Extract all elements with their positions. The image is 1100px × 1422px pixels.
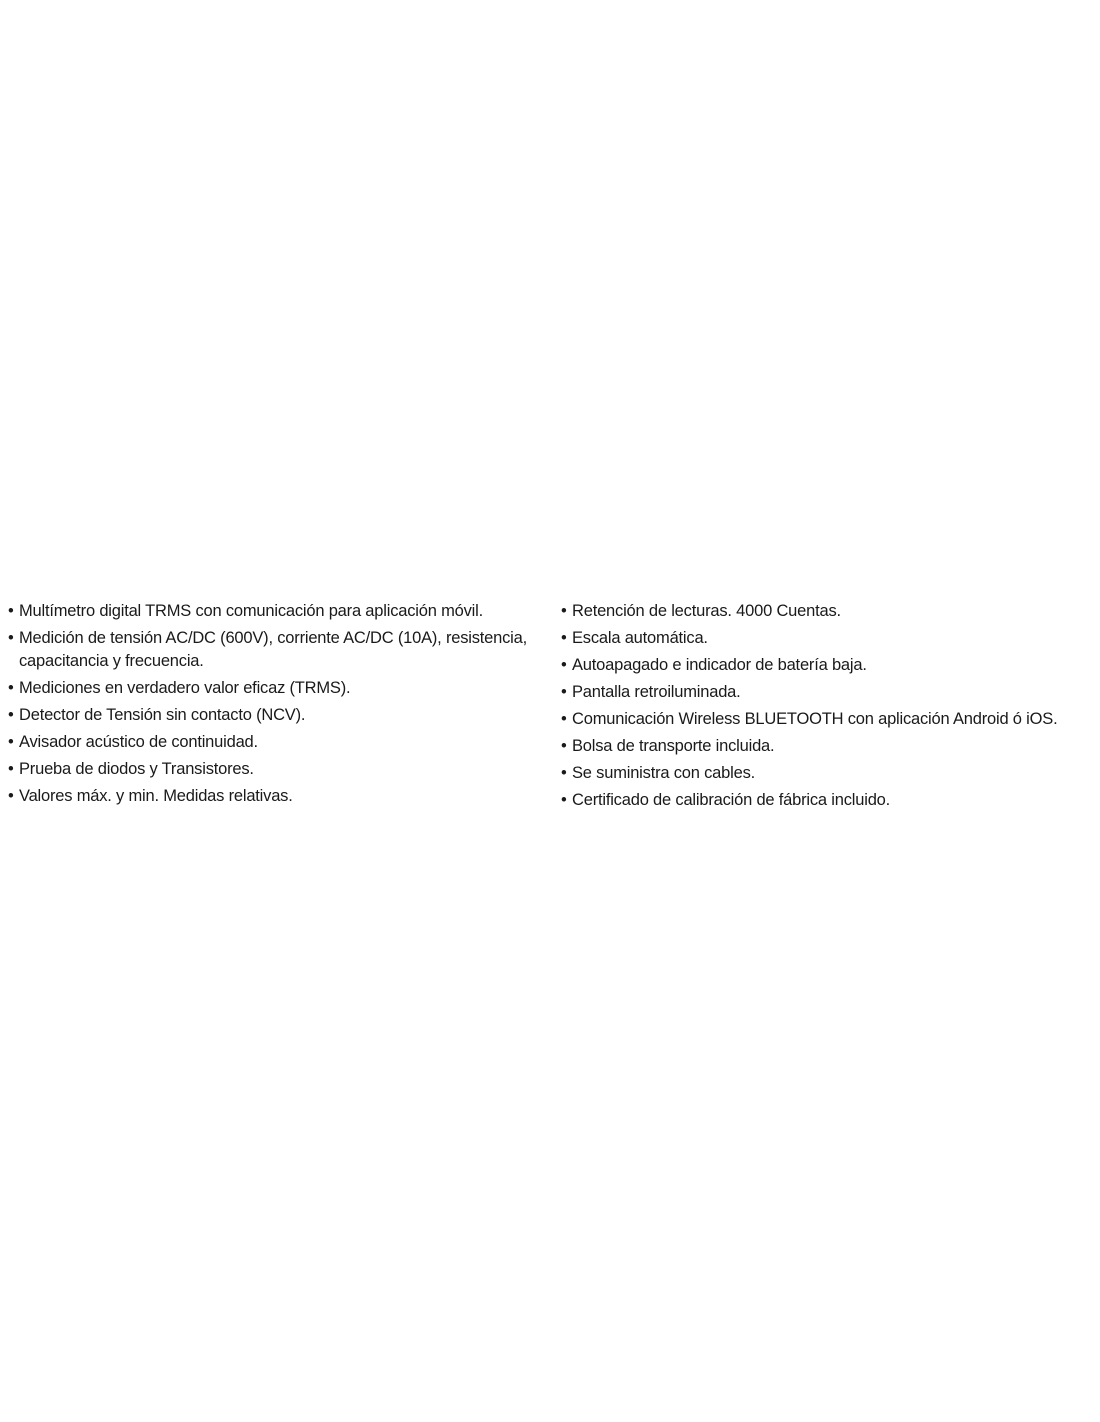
bullet-icon: • (561, 683, 567, 701)
feature-text: Comunicación Wireless BLUETOOTH con aplicación Android ó iOS. (572, 710, 1058, 728)
feature-item (8, 704, 548, 727)
feature-text: Bolsa de transporte incluida. (572, 737, 775, 755)
feature-item (561, 762, 1096, 785)
bullet-icon: • (561, 737, 567, 755)
feature-item (8, 731, 548, 754)
bullet-icon: • (561, 764, 567, 782)
feature-text: Escala automática. (572, 629, 708, 647)
feature-item (561, 600, 1096, 623)
bullet-icon: • (561, 602, 567, 620)
feature-item (8, 758, 548, 781)
bullet-icon: • (561, 629, 567, 647)
feature-item (561, 708, 1096, 731)
feature-item (8, 785, 548, 808)
bullet-icon: • (8, 706, 14, 724)
bullet-icon: • (8, 629, 14, 647)
feature-item (561, 735, 1096, 758)
feature-item (8, 600, 548, 623)
feature-item (561, 654, 1096, 677)
feature-text: Multímetro digital TRMS con comunicación para aplicación móvil. (19, 602, 483, 620)
feature-item (561, 627, 1096, 650)
feature-text: Se suministra con cables. (572, 764, 756, 782)
feature-item (561, 789, 1096, 812)
feature-text: Certificado de calibración de fábrica incluido. (572, 791, 891, 809)
feature-text: Detector de Tensión sin contacto (NCV). (19, 706, 306, 724)
feature-text: Autoapagado e indicador de batería baja. (572, 656, 867, 674)
bullet-icon: • (8, 787, 14, 805)
bullet-icon: • (561, 710, 567, 728)
bullet-icon: • (8, 602, 14, 620)
bullet-icon: • (8, 733, 14, 751)
bullet-icon: • (8, 760, 14, 778)
bullet-icon: • (561, 656, 567, 674)
bullet-icon: • (8, 679, 14, 697)
feature-text: Retención de lecturas. 4000 Cuentas. (572, 602, 841, 620)
feature-item (8, 627, 548, 673)
feature-column-right (561, 600, 1096, 816)
feature-column-left (8, 600, 548, 812)
feature-text: Prueba de diodos y Transistores. (19, 760, 254, 778)
feature-text: Avisador acústico de continuidad. (19, 733, 258, 751)
feature-text: Valores máx. y min. Medidas relativas. (19, 787, 293, 805)
feature-item (8, 677, 548, 700)
feature-item (561, 681, 1096, 704)
feature-text: Medición de tensión AC/DC (600V), corriente AC/DC (10A), resistencia, capacitancia y frecuencia. (19, 629, 528, 670)
feature-text: Pantalla retroiluminada. (572, 683, 741, 701)
feature-text: Mediciones en verdadero valor eficaz (TRMS). (19, 679, 351, 697)
bullet-icon: • (561, 791, 567, 809)
